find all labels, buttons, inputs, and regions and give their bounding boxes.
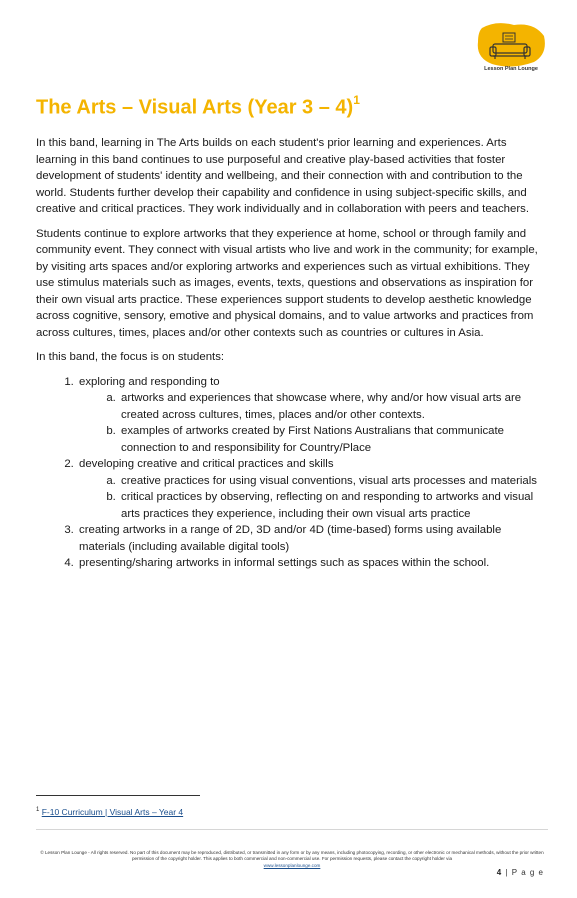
focus-item <box>77 555 548 572</box>
focus-list <box>36 374 548 572</box>
focus-item <box>77 456 548 522</box>
footnote <box>36 807 183 817</box>
focus-item-text: presenting/sharing artworks in informal settings such as spaces within the school. <box>79 557 490 569</box>
copyright-text: © Lesson Plan Lounge - All rights reserved. No part of this document may be reproduced, distributed, or transmitted in any form or by any means, including photocopying, recording, or other electronic or mechanical methods, without the prior written permission of the copyright holder. This applies to both commercial and non-commercial use. For permission requests, please contact the copyright holder via <box>40 850 544 862</box>
focus-lead-in: In this band, the focus is on students: <box>36 351 225 363</box>
footer-copyright <box>36 850 548 869</box>
focus-item-text: exploring and responding to <box>79 375 220 388</box>
page-number: 4 | P a g e <box>496 868 544 877</box>
focus-item <box>77 522 548 555</box>
brand-logo <box>474 22 548 82</box>
footer-website-link[interactable]: www.lessonplanlounge.com <box>263 862 321 868</box>
title-footnote-ref: 1 <box>353 93 360 107</box>
focus-item-text: creating artworks in a range of 2D, 3D and/or 4D (time-based) forms using available materials (including available digital tools) <box>79 524 502 553</box>
focus-subitem: a. artworks and experiences that showcase where, why and/or how visual arts are created across cultures, times, places and/or other contexts. <box>119 390 548 423</box>
brand-name: Lesson Plan Lounge <box>484 66 538 72</box>
footer-divider <box>36 829 548 830</box>
focus-item-text: developing creative and critical practices and skills <box>79 458 334 470</box>
page-number-value: 4 <box>496 868 503 877</box>
focus-sublist <box>79 473 548 523</box>
focus-subitem: b. examples of artworks created by First Nations Australians that communicate connection to and responsibility for Country/Place <box>119 423 548 456</box>
title-text: The Arts – Visual Arts (Year 3 – 4) <box>36 96 354 119</box>
focus-sublist <box>79 390 548 456</box>
footnote-link[interactable]: F-10 Curriculum | Visual Arts – Year 4 <box>41 807 184 817</box>
main-content <box>36 135 548 572</box>
intro-paragraph: In this band, learning in The Arts builds on each student's prior learning and experiences. Arts learning in this band continues to use purposeful and creative play-based activities that foster development of students' identity and wellbeing, and their connection with and contribution to the world. Students further develop their capability and confidence in using subject-specific skills, and creative and critical practices. They work individually and in collaboration with peers and teachers. <box>36 137 530 215</box>
page-title <box>36 95 360 120</box>
footnote-number: 1 <box>36 807 40 814</box>
footnote-divider <box>36 795 200 796</box>
sofa-icon <box>474 22 548 68</box>
explore-paragraph: Students continue to explore artworks that they experience at home, school or through family and community event. They connect with visual artists who live and work in the community; for example, by visiting arts spaces and/or exploring artworks and experiences such as virtual exhibitions. They use stimulus materials such as images, events, texts, questions and observations as inspiration for their own visual arts practice. These experiences support students to develop aesthetic knowledge across cognitive, sensory, emotive and physical domains, and to value artworks and practices from across cultures, times, places and/or other contexts such as countries or cultures in Asia. <box>36 227 538 339</box>
focus-item <box>77 374 548 457</box>
focus-subitem: b. critical practices by observing, reflecting on and responding to artworks and visual arts practices they experience, including their own visual arts practice <box>119 489 548 522</box>
page-label: P a g e <box>511 868 544 877</box>
focus-subitem: a. creative practices for using visual conventions, visual arts processes and materials <box>119 473 548 490</box>
